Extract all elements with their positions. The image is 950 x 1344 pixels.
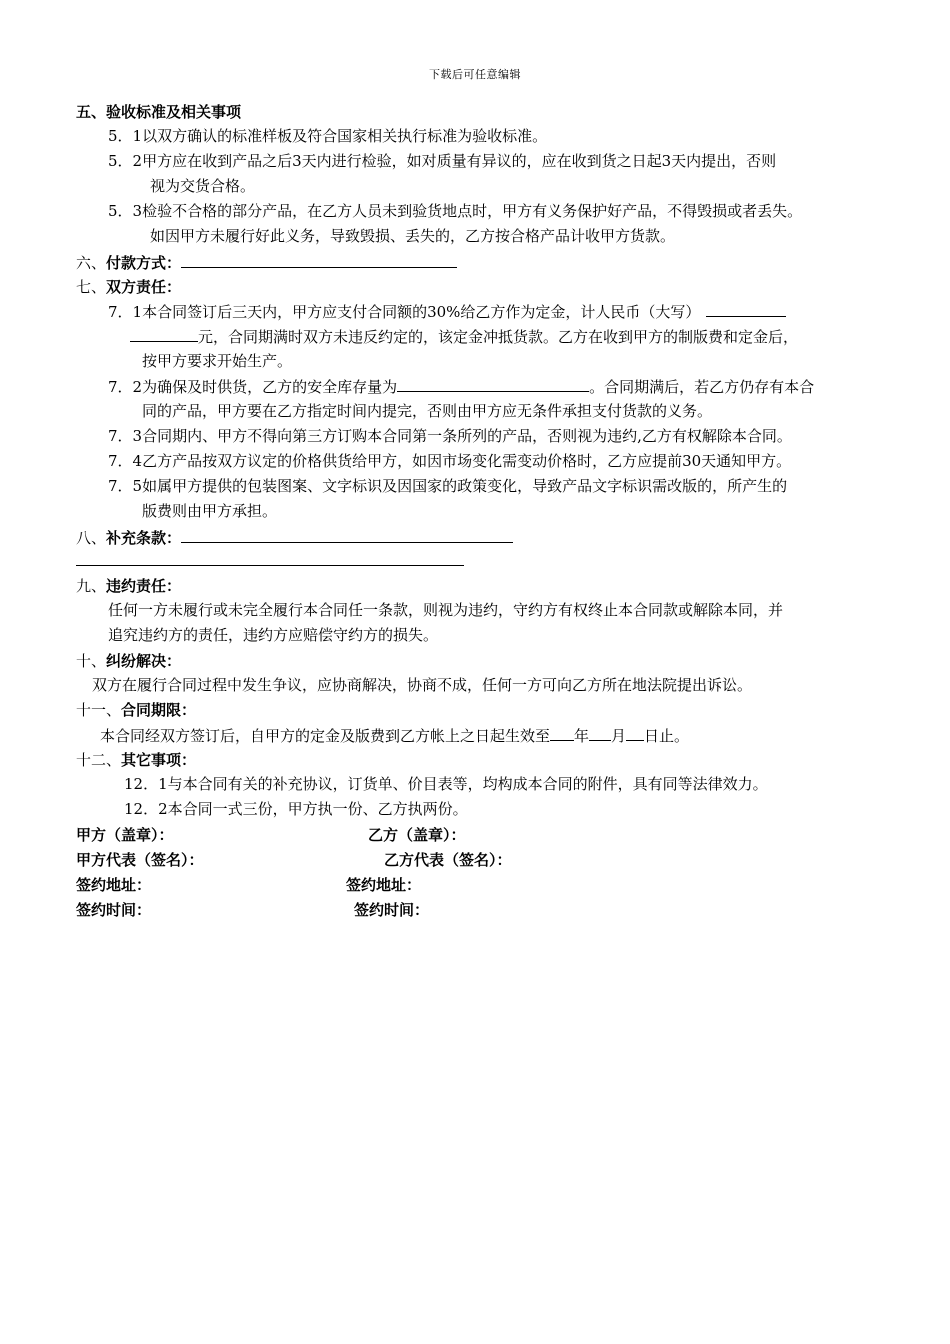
section-7-heading — [76, 276, 181, 298]
section-12-heading — [76, 749, 196, 771]
section-9-label: 违约责任： — [106, 577, 182, 595]
clause-12-1: 12．1与本合同有关的补充协议，订货单、价目表等，均构成本合同的附件，具有同等法律效力。 — [124, 775, 768, 793]
supplementary-terms-blank-1[interactable] — [181, 526, 513, 543]
party-b-seal-label: 乙方（盖章）： — [368, 826, 466, 844]
clause-5-2-line-2: 视为交货合格。 — [150, 177, 256, 195]
section-9-text-line-1: 任何一方未履行或未完全履行本合同任一条款，则视为违约，守约方有权终止本合同款或解除本同，并 — [108, 601, 784, 619]
section-8-number: 八、 — [76, 529, 107, 547]
section-7-number: 七、 — [76, 278, 107, 296]
clause-7-3: 7．3合同期内、甲方不得向第三方订购本合同第一条所列的产品，否则视为违约,乙方有权解除本合同。 — [108, 427, 792, 445]
section-12-number: 十二、 — [76, 751, 122, 769]
section-12-label: 其它事项： — [121, 751, 197, 769]
end-month-blank[interactable] — [589, 724, 611, 741]
deposit-amount-blank-2[interactable] — [130, 325, 198, 342]
clause-7-5-line-2: 版费则由甲方承担。 — [142, 502, 278, 520]
year-label: 年 — [574, 727, 590, 745]
clause-5-1: 5．1以双方确认的标准样板及符合国家相关执行标准为验收标准。 — [108, 127, 548, 145]
clause-7-1-text-1: 7．1本合同签订后三天内，甲方应支付合同额的30%给乙方作为定金，计人民币（大写） — [108, 303, 701, 321]
clause-7-1-line-2 — [130, 325, 798, 348]
clause-7-1-line-1 — [108, 300, 786, 323]
section-6-heading — [76, 251, 457, 274]
party-a-seal-label: 甲方（盖章）： — [76, 826, 174, 844]
party-a-address-label: 签约地址： — [76, 876, 152, 894]
clause-7-2-line-2: 同的产品，甲方要在乙方指定时间内提完，否则由甲方应无条件承担支付货款的义务。 — [142, 402, 713, 420]
clause-7-1-text-2: 元，合同期满时双方未违反约定的，该定金冲抵货款。乙方在收到甲方的制版费和定金后， — [198, 328, 799, 346]
party-b-rep-label: 乙方代表（签名）： — [384, 851, 512, 869]
clause-7-4: 7．4乙方产品按双方议定的价格供货给甲方，如因市场变化需变动价格时，乙方应提前30天通知甲方。 — [108, 452, 792, 470]
day-label: 日止。 — [644, 727, 690, 745]
supplementary-terms-blank-2[interactable] — [76, 565, 464, 566]
section-11-heading — [76, 699, 196, 721]
party-a-rep-label: 甲方代表（签名）： — [76, 851, 204, 869]
clause-5-2-line-1: 5．2甲方应在收到产品之后3天内进行检验，如对质量有异议的，应在收到货之日起3天内提出，否则 — [108, 152, 777, 170]
section-7-label: 双方责任： — [106, 278, 182, 296]
clause-7-2-text-2: 。合同期满后，若乙方仍存有本合 — [589, 378, 815, 396]
clause-5-3-line-2: 如因甲方未履行好此义务，导致毁损、丢失的，乙方按合格产品计收甲方货款。 — [150, 227, 676, 245]
deposit-amount-blank-1[interactable] — [706, 300, 786, 317]
section-10-heading — [76, 650, 181, 672]
section-9-heading — [76, 575, 181, 597]
page-header: 下载后可任意编辑 — [429, 68, 521, 81]
section-8-label: 补充条款： — [106, 529, 182, 547]
section-10-label: 纠纷解决： — [106, 652, 182, 670]
section-5-heading: 五、验收标准及相关事项 — [76, 103, 242, 121]
end-year-blank[interactable] — [550, 724, 574, 741]
clause-7-2-line-1 — [108, 375, 814, 398]
clause-7-1-line-3: 按甲方要求开始生产。 — [142, 352, 293, 370]
party-a-time-label: 签约时间： — [76, 901, 152, 919]
section-9-text-line-2: 追究违约方的责任，违约方应赔偿守约方的损失。 — [108, 626, 439, 644]
safety-stock-blank[interactable] — [397, 375, 589, 392]
section-11-label: 合同期限： — [121, 701, 197, 719]
end-day-blank[interactable] — [626, 724, 644, 741]
section-10-text: 双方在履行合同过程中发生争议，应协商解决，协商不成，任何一方可向乙方所在地法院提出诉讼。 — [92, 676, 753, 694]
clause-12-2: 12．2本合同一式三份，甲方执一份、乙方执两份。 — [124, 800, 468, 818]
party-b-address-label: 签约地址： — [346, 876, 422, 894]
section-9-number: 九、 — [76, 577, 107, 595]
section-8-heading — [76, 526, 513, 549]
party-b-time-label: 签约时间： — [354, 901, 430, 919]
section-6-number: 六、 — [76, 254, 107, 272]
section-11-number: 十一、 — [76, 701, 122, 719]
clause-7-5-line-1: 7．5如属甲方提供的包装图案、文字标识及因国家的政策变化，导致产品文字标识需改版的，所产生的 — [108, 477, 788, 495]
clause-5-3-line-1: 5．3检验不合格的部分产品，在乙方人员未到验货地点时，甲方有义务保护好产品，不得毁损或者丢失。 — [108, 202, 803, 220]
clause-7-2-text-1: 7．2为确保及时供货，乙方的安全库存量为 — [108, 378, 398, 396]
term-text: 本合同经双方签订后，自甲方的定金及版费到乙方帐上之日起生效至 — [100, 727, 551, 745]
section-6-label: 付款方式： — [106, 254, 182, 272]
section-11-text — [100, 724, 689, 747]
payment-method-blank[interactable] — [181, 251, 457, 268]
section-10-number: 十、 — [76, 652, 107, 670]
month-label: 月 — [611, 727, 627, 745]
